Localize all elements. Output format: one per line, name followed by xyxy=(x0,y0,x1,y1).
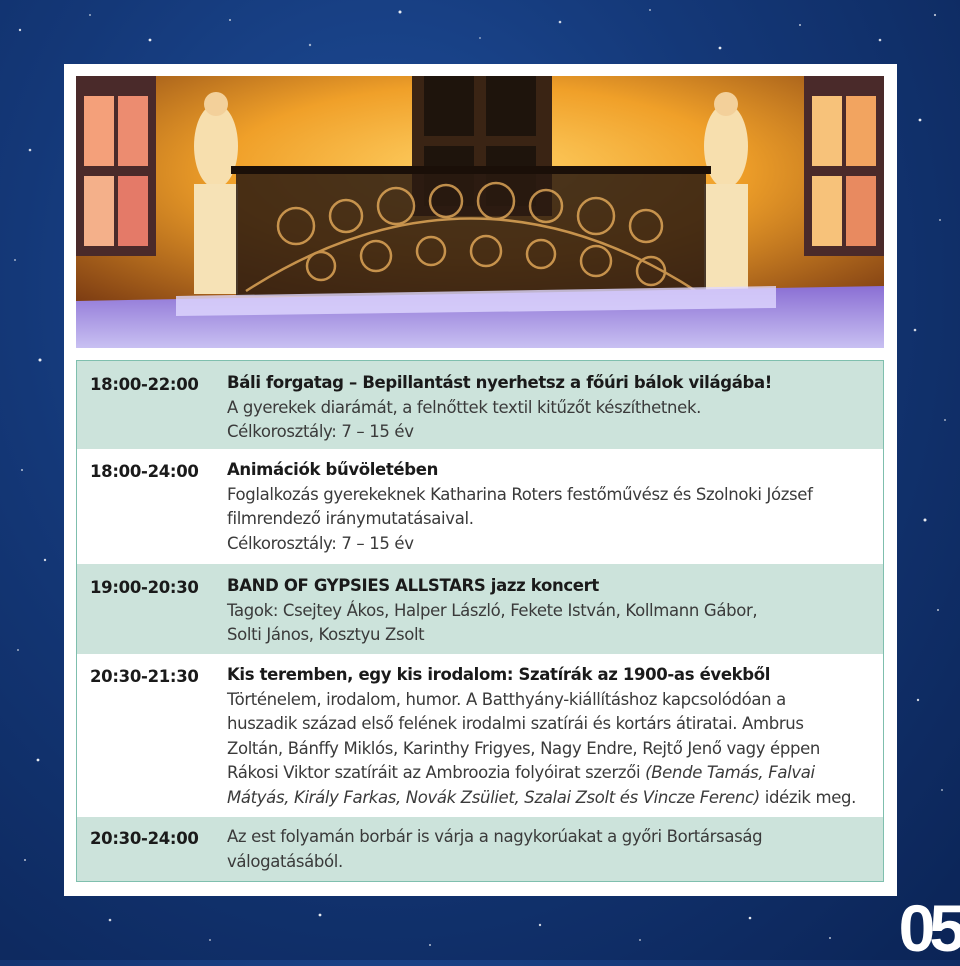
event-content xyxy=(227,574,867,648)
event-age-group: Célkorosztály: 7 – 15 év xyxy=(227,422,414,441)
schedule-row xyxy=(77,654,883,817)
content-card xyxy=(64,64,897,896)
event-time: 20:30-24:00 xyxy=(90,829,199,848)
event-description: Solti János, Kosztyu Zsolt xyxy=(227,625,425,644)
event-content xyxy=(227,825,867,874)
balcony-photo xyxy=(76,76,884,348)
event-authors: (Bende Tamás, Falvai xyxy=(645,763,815,782)
page-number: 05 xyxy=(898,891,960,965)
event-content xyxy=(227,458,867,556)
event-description: Történelem, irodalom, humor. A Batthyány-kiállításhoz kapcsolódóan a xyxy=(227,689,786,709)
event-description: Tagok: Csejtey Ákos, Halper László, Fekete István, Kollmann Gábor, xyxy=(227,600,758,620)
event-title: BAND OF GYPSIES ALLSTARS jazz koncert xyxy=(227,576,599,595)
schedule-row xyxy=(77,361,883,449)
event-description: válogatásából. xyxy=(227,851,343,871)
event-title: Kis teremben, egy kis irodalom: Szatírák az 1900-as évekből xyxy=(227,665,771,684)
event-description: A gyerekek diarámát, a felnőttek textil kitűzőt készíthetnek. xyxy=(227,397,702,417)
event-description xyxy=(227,786,867,811)
event-age-group: Célkorosztály: 7 – 15 év xyxy=(227,533,414,553)
event-description-text: Rákosi Viktor szatíráit az Ambroozia folyóirat szerzői xyxy=(227,763,641,782)
event-content xyxy=(227,663,867,810)
schedule-row xyxy=(77,449,883,564)
program-schedule xyxy=(76,360,884,882)
event-content xyxy=(227,371,867,445)
event-description xyxy=(227,761,867,786)
event-time: 19:00-20:30 xyxy=(90,578,199,597)
event-description: Zoltán, Bánffy Miklós, Karinthy Frigyes, Nagy Endre, Rejtő Jenő vagy éppen xyxy=(227,738,821,758)
event-time: 18:00-22:00 xyxy=(90,375,199,394)
event-description: filmrendező iránymutatásaival. xyxy=(227,509,474,528)
event-time: 18:00-24:00 xyxy=(90,462,199,481)
schedule-row xyxy=(77,564,883,654)
event-description-text: idézik meg. xyxy=(759,787,857,807)
event-title: Báli forgatag – Bepillantást nyerhetsz a főúri bálok világába! xyxy=(227,373,772,392)
event-title: Animációk bűvöletében xyxy=(227,460,438,479)
event-description: Az est folyamán borbár is várja a nagykorúakat a győri Bortársaság xyxy=(227,827,763,846)
event-authors: Mátyás, Király Farkas, Novák Zsüliet, Szalai Zsolt és Vincze Ferenc) xyxy=(227,787,760,807)
event-description: Foglalkozás gyerekeknek Katharina Roters festőművész és Szolnoki József xyxy=(227,484,813,504)
schedule-row xyxy=(77,817,883,881)
event-description: huszadik század első felének irodalmi szatírái és kortárs átiratai. Ambrus xyxy=(227,714,804,733)
event-time: 20:30-21:30 xyxy=(90,667,199,686)
